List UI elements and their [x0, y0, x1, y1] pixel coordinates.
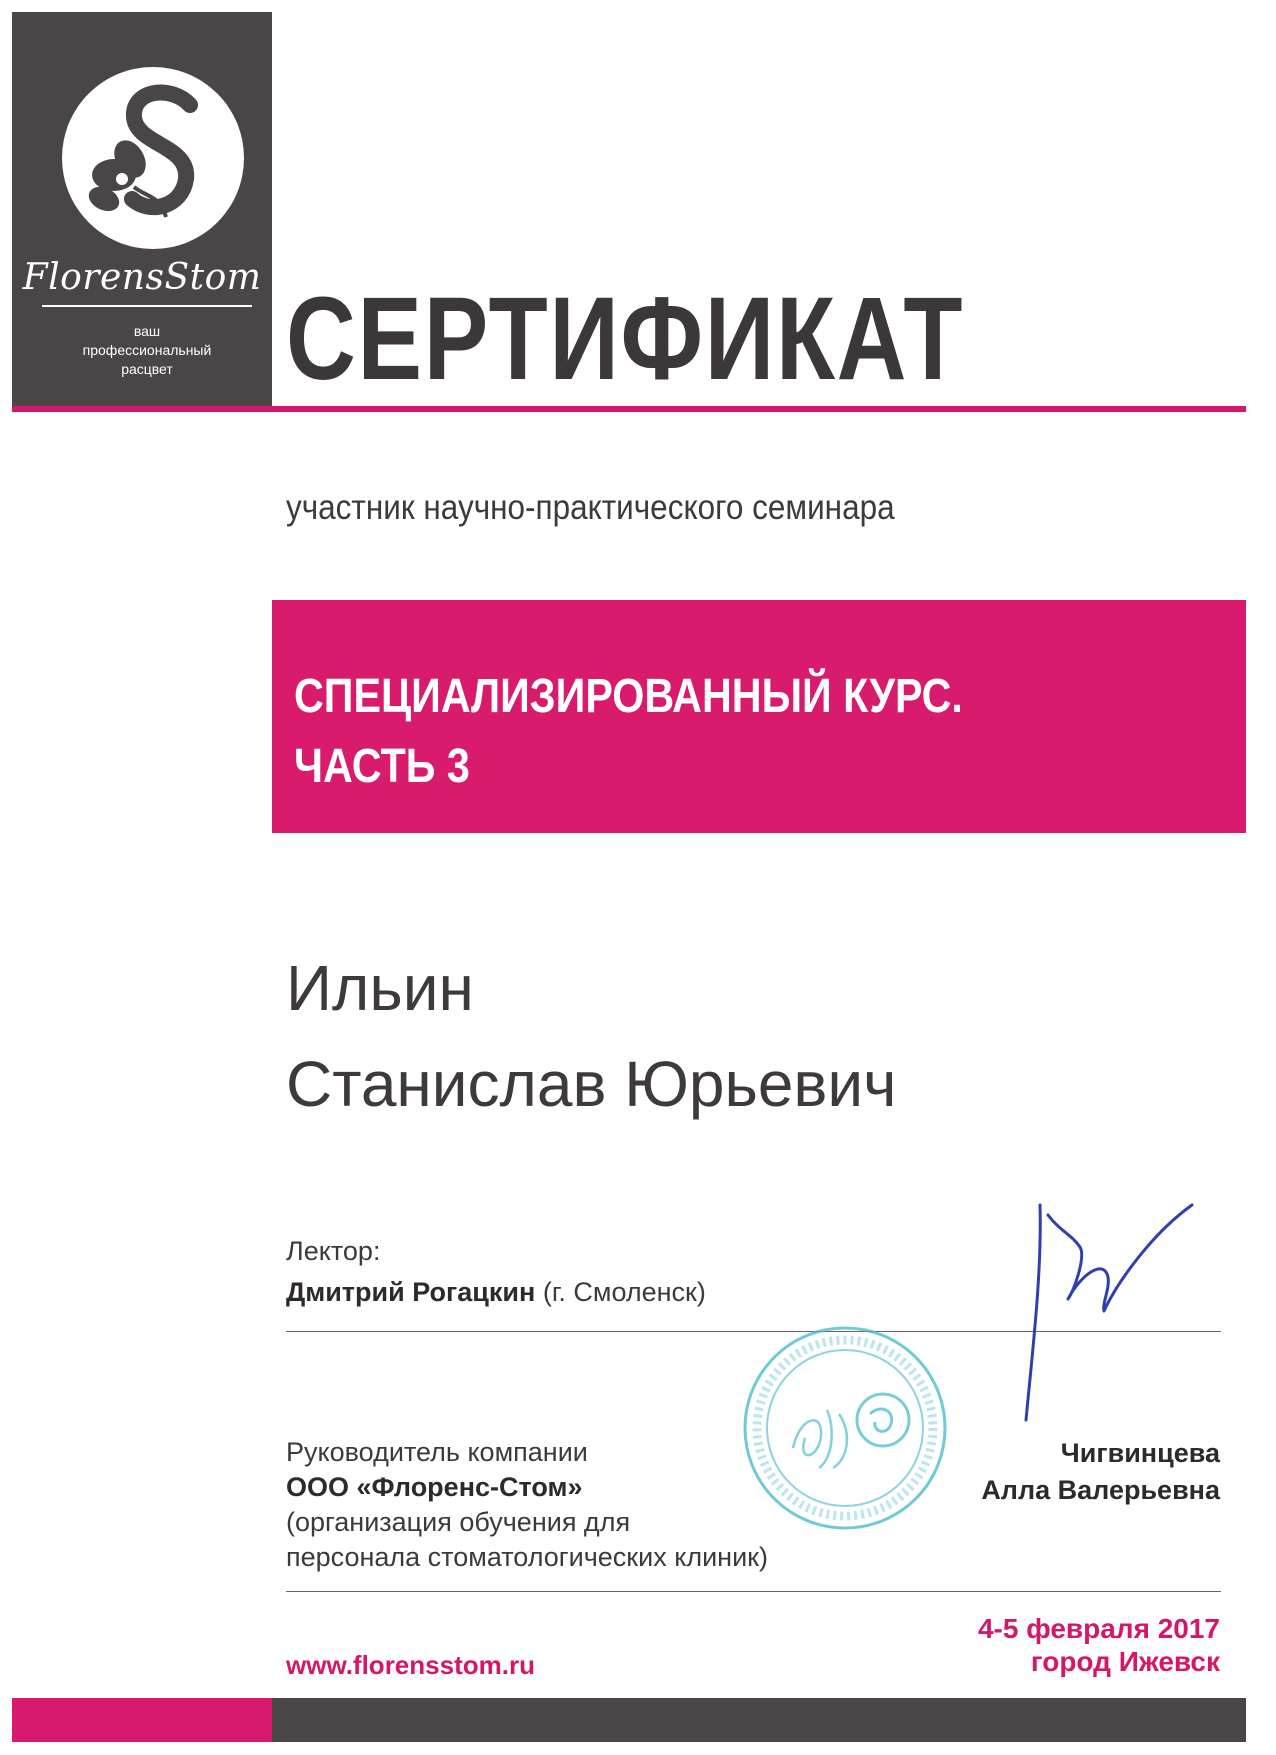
lecturer-info — [286, 1277, 706, 1308]
website-link[interactable]: www.florensstom.ru — [286, 1650, 535, 1680]
signer-given-names: Алла Валерьевна — [981, 1475, 1220, 1505]
brand-name: FlorensStom — [22, 257, 262, 298]
company-head-block — [286, 1435, 768, 1575]
footer-accent-bar — [12, 1698, 272, 1742]
company-stamp-icon — [735, 1318, 955, 1538]
seminar-subtitle: участник научно-практического семинара — [286, 488, 895, 527]
company-description: персонала стоматологических клиник) — [286, 1542, 768, 1572]
company-name: ООО «Флоренс-Стом» — [286, 1472, 583, 1502]
lecturer-name: Дмитрий Рогацкин — [286, 1277, 536, 1307]
tagline-line: профессиональный — [82, 342, 212, 358]
participant-surname: Ильин — [286, 952, 474, 1024]
brand-underline — [42, 305, 252, 307]
signer-surname: Чигвинцева — [1060, 1438, 1220, 1468]
flower-s-logo-icon — [62, 67, 244, 249]
course-banner — [272, 600, 1246, 833]
brand-tagline — [12, 322, 282, 379]
title-divider — [12, 406, 1246, 412]
signer-name — [981, 1435, 1220, 1509]
company-description: (организация обучения для — [286, 1507, 631, 1537]
event-date: 4-5 февраля 2017 — [977, 1613, 1220, 1644]
lecturer-label: Лектор: — [286, 1236, 381, 1266]
event-date-location — [978, 1612, 1220, 1678]
footer-divider — [286, 1591, 1221, 1592]
event-city: город Ижевск — [1030, 1646, 1220, 1677]
lecturer-signature-icon — [1020, 1195, 1200, 1425]
footer-dark-bar — [272, 1698, 1246, 1742]
course-title — [294, 662, 963, 802]
company-role: Руководитель компании — [286, 1437, 588, 1467]
certificate-title: СЕРТИФИКАТ — [286, 273, 965, 405]
lecturer-city: (г. Смоленск) — [542, 1277, 706, 1307]
participant-given-names: Станислав Юрьевич — [286, 1048, 897, 1120]
tagline-line: расцвет — [121, 361, 173, 377]
course-title-line: ЧАСТЬ 3 — [294, 740, 470, 793]
tagline-line: ваш — [133, 323, 161, 339]
logo-panel — [12, 12, 272, 410]
course-title-line: СПЕЦИАЛИЗИРОВАННЫЙ КУРС. — [294, 670, 963, 723]
participant-name — [286, 940, 897, 1132]
